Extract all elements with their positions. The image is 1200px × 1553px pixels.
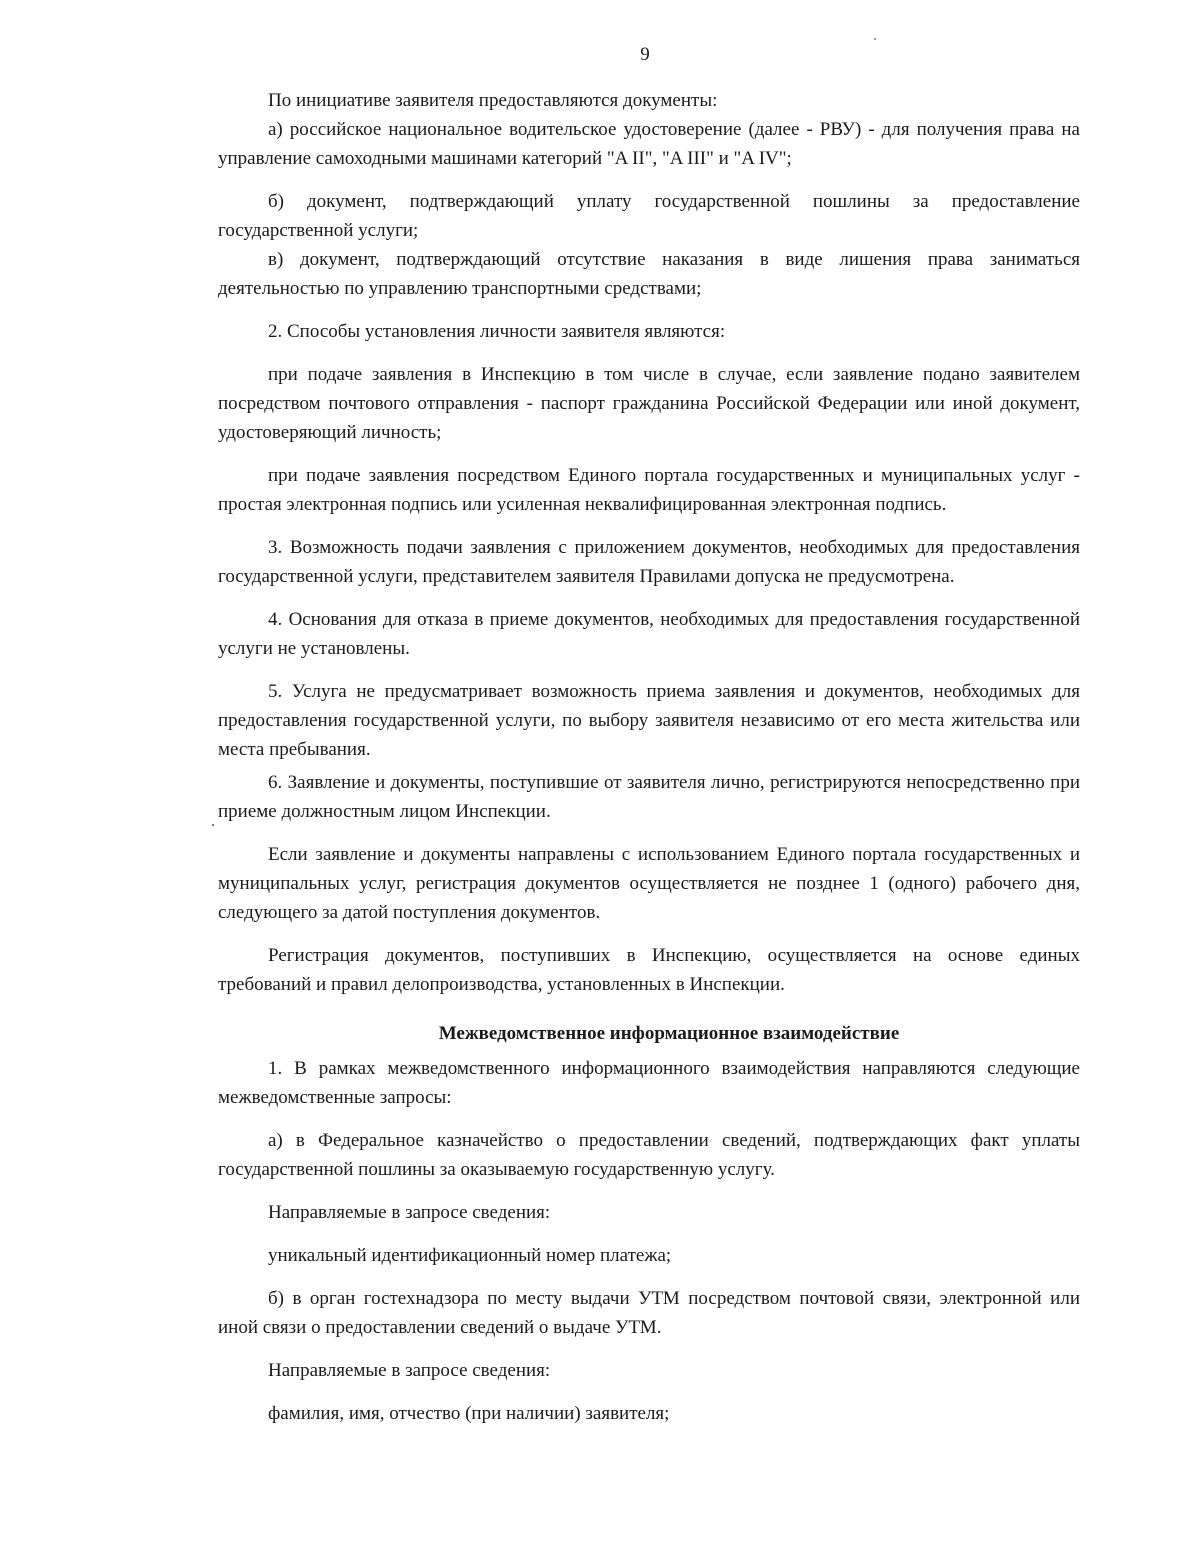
scan-speck: [212, 824, 214, 826]
paragraph: 2. Способы установления личности заявителя являются:: [268, 321, 726, 342]
paragraph: Направляемые в запросе сведения:: [268, 1202, 551, 1223]
paragraph: По инициативе заявителя предоставляются документы:: [268, 90, 718, 111]
paragraph: 3. Возможность подачи заявления с приложением документов, необходимых для предоставления государственной услуги, представителем заявителя Правилами допуска не предусмотрена.: [218, 537, 1080, 587]
paragraph: 5. Услуга не предусматривает возможность приема заявления и документов, необходимых для предоставления государственной услуги, по выбору заявителя независимо от его места жительства или места пребывания.: [218, 681, 1080, 760]
paragraph: б) документ, подтверждающий уплату государственной пошлины за предоставление государственной услуги;: [218, 191, 1080, 241]
paragraph: 4. Основания для отказа в приеме документов, необходимых для предоставления государственной услуги не установлены.: [218, 609, 1080, 659]
document-body: [218, 86, 1080, 1428]
paragraph: 6. Заявление и документы, поступившие от заявителя лично, регистрируются непосредственно при приеме должностным лицом Инспекции.: [218, 772, 1080, 822]
paragraph: при подаче заявления в Инспекцию в том числе в случае, если заявление подано заявителем посредством почтового отправления - паспорт гражданина Российской Федерации или иной документ, удостоверяющий личность;: [218, 364, 1080, 443]
paragraph: уникальный идентификационный номер платежа;: [268, 1245, 672, 1266]
paragraph: фамилия, имя, отчество (при наличии) заявителя;: [268, 1403, 670, 1424]
page-number: 9: [640, 44, 650, 65]
scan-speck: [874, 38, 876, 40]
section-heading: Межведомственное информационное взаимодействие: [438, 1023, 900, 1044]
paragraph: 1. В рамках межведомственного информационного взаимодействия направляются следующие межведомственные запросы:: [218, 1058, 1080, 1108]
paragraph: при подаче заявления посредством Единого портала государственных и муниципальных услуг - простая электронная подпись или усиленная неквалифицированная электронная подпись.: [218, 465, 1080, 515]
paragraph: Если заявление и документы направлены с использованием Единого портала государственных и муниципальных услуг, регистрация документов осуществляется не позднее 1 (одного) рабочего дня, следующего за датой поступления документов.: [218, 844, 1080, 923]
paragraph: а) в Федеральное казначейство о предоставлении сведений, подтверждающих факт уплаты государственной пошлины за оказываемую государственную услугу.: [218, 1130, 1080, 1180]
paragraph: в) документ, подтверждающий отсутствие наказания в виде лишения права заниматься деятельностью по управлению транспортными средствами;: [218, 249, 1080, 299]
paragraph: Направляемые в запросе сведения:: [268, 1360, 551, 1381]
paragraph: а) российское национальное водительское удостоверение (далее - РВУ) - для получения права на управление самоходными машинами категорий "A II", "A III" и "A IV";: [218, 119, 1080, 169]
paragraph: Регистрация документов, поступивших в Инспекцию, осуществляется на основе единых требований и правил делопроизводства, установленных в Инспекции.: [218, 945, 1080, 995]
paragraph: б) в орган гостехнадзора по месту выдачи УТМ посредством почтовой связи, электронной или иной связи о предоставлении сведений о выдаче УТМ.: [218, 1288, 1080, 1338]
